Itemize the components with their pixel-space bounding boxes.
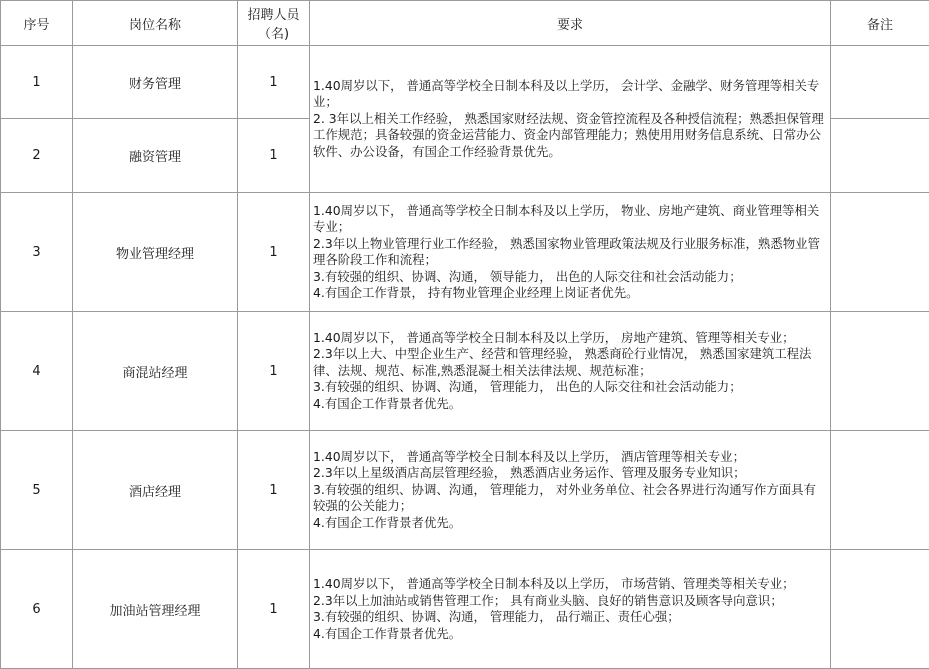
table-row bbox=[1, 312, 929, 431]
requirement-line: 4.有国企工作背景者优先。 bbox=[313, 514, 462, 530]
requirements-cell bbox=[310, 193, 831, 312]
requirement-line: 2.3年以上星级酒店高层管理经验， 熟悉酒店业务运作、管理及服务专业知识； bbox=[313, 465, 746, 481]
row-no: 2 bbox=[1, 119, 73, 193]
requirement-line: 4.有国企工作背景， 持有物业管理企业经理上岗证者优先。 bbox=[313, 285, 639, 300]
row-count: 1 bbox=[238, 193, 310, 312]
requirement-line: 1.40周岁以下， 普通高等学校全日制本科及以上学历， 市场营销、管理类等相关专业； bbox=[313, 576, 795, 591]
requirements-cell bbox=[310, 312, 831, 431]
requirements-cell bbox=[310, 431, 831, 550]
row-position: 财务管理 bbox=[73, 46, 238, 119]
row-count: 1 bbox=[238, 312, 310, 431]
requirement-line: 3.有较强的组织、协调、沟通， 管理能力， 品行端正、责任心强； bbox=[313, 609, 680, 624]
row-no: 6 bbox=[1, 550, 73, 669]
requirement-line: 2.3年以上加油站或销售管理工作； 具有商业头脑、良好的销售意识及顾客导向意识； bbox=[313, 592, 783, 608]
row-position: 酒店经理 bbox=[73, 431, 238, 550]
requirement-line: 1.40周岁以下， 普通高等学校全日制本科及以上学历， 会计学、金融学、财务管理等相关专业； bbox=[313, 77, 820, 110]
header-position: 岗位名称 bbox=[73, 1, 238, 46]
row-no: 4 bbox=[1, 312, 73, 431]
row-note bbox=[831, 193, 929, 312]
row-note bbox=[831, 46, 929, 119]
table-row bbox=[1, 550, 929, 669]
row-position: 融资管理 bbox=[73, 119, 238, 193]
header-no: 序号 bbox=[1, 1, 73, 46]
requirement-line: 3.有较强的组织、协调、沟通， 领导能力， 出色的人际交往和社会活动能力； bbox=[313, 268, 742, 284]
row-count: 1 bbox=[238, 46, 310, 119]
requirement-line: 1.40周岁以下， 普通高等学校全日制本科及以上学历， 酒店管理等相关专业； bbox=[313, 448, 745, 464]
row-no: 3 bbox=[1, 193, 73, 312]
requirement-line: 2.3年以上大、中型企业生产、经营和管理经验， 熟悉商砼行业情况， 熟悉国家建筑工程法律、法规、规范、标准,熟悉混凝土相关法律法规、规范标准； bbox=[313, 346, 812, 378]
requirement-line: 4.有国企工作背景者优先。 bbox=[313, 395, 462, 411]
requirements-cell bbox=[310, 550, 831, 669]
requirement-line: 3.有较强的组织、协调、沟通， 管理能力， 出色的人际交往和社会活动能力； bbox=[313, 379, 742, 395]
requirement-line: 1.40周岁以下， 普通高等学校全日制本科及以上学历， 物业、房地产建筑、商业管理等相关专业； bbox=[313, 202, 820, 234]
row-position: 物业管理经理 bbox=[73, 193, 238, 312]
header-requirements: 要求 bbox=[310, 1, 831, 46]
requirement-line: 2.3年以上物业管理行业工作经验， 熟悉国家物业管理政策法规及行业服务标准，熟悉物业管理各阶段工作和流程； bbox=[313, 235, 820, 267]
requirement-line: 1.40周岁以下， 普通高等学校全日制本科及以上学历， 房地产建筑、管理等相关专业； bbox=[313, 329, 795, 345]
table-row bbox=[1, 193, 929, 312]
row-no: 5 bbox=[1, 431, 73, 550]
requirement-line: 2. 3年以上相关工作经验， 熟悉国家财经法规、资金管控流程及各种授信流程；熟悉担保管理工作规范；具备较强的资金运营能力、资金内部管理能力；熟使用用财务信息系统、日常办公软件、办公设备，有国企工作经验背景优先。 bbox=[313, 110, 824, 159]
row-note bbox=[831, 550, 929, 669]
row-count: 1 bbox=[238, 431, 310, 550]
table-row bbox=[1, 46, 929, 119]
row-no: 1 bbox=[1, 46, 73, 119]
row-note bbox=[831, 312, 929, 431]
row-position: 加油站管理经理 bbox=[73, 550, 238, 669]
row-note bbox=[831, 431, 929, 550]
table-row bbox=[1, 431, 929, 550]
requirement-line: 4.有国企工作背景者优先。 bbox=[313, 625, 462, 641]
header-count: 招聘人员（名) bbox=[238, 1, 310, 46]
requirements-cell bbox=[310, 46, 831, 193]
header-note: 备注 bbox=[831, 1, 929, 46]
header-row bbox=[1, 1, 929, 46]
row-count: 1 bbox=[238, 550, 310, 669]
row-note bbox=[831, 119, 929, 193]
row-count: 1 bbox=[238, 119, 310, 193]
requirement-line: 3.有较强的组织、协调、沟通， 管理能力， 对外业务单位、社会各界进行沟通写作方面具有较强的公关能力； bbox=[313, 481, 816, 514]
row-position: 商混站经理 bbox=[73, 312, 238, 431]
